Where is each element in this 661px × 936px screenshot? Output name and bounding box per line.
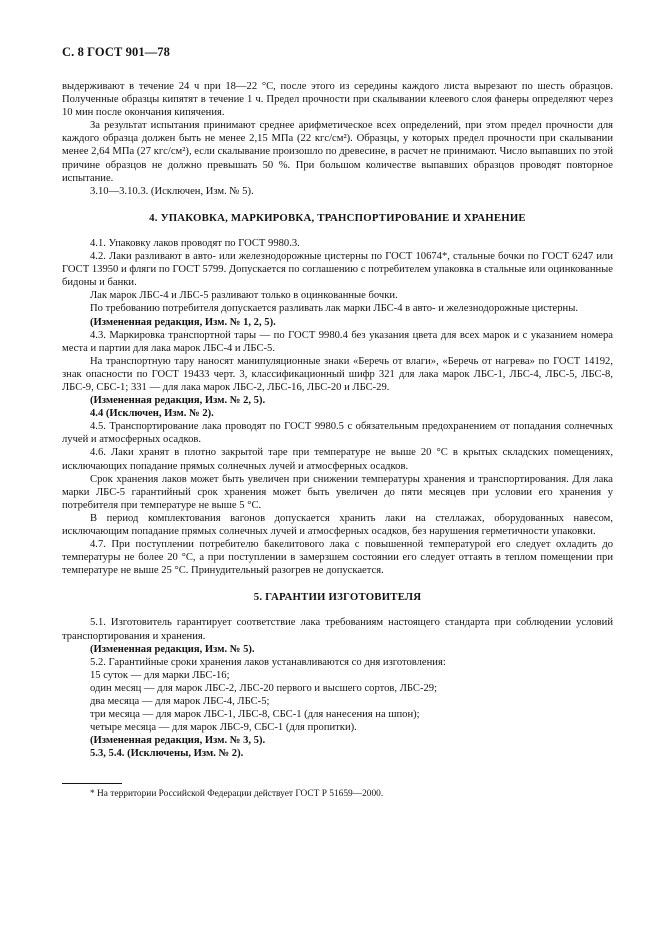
paragraph-5-2: 5.2. Гарантийные сроки хранения лаков устанавливаются со дня изготовления:: [90, 656, 446, 668]
document-body: [62, 80, 613, 801]
amendment-note: (Измененная редакция, Изм. № 5).: [90, 643, 255, 655]
paragraph-4-1: 4.1. Упаковку лаков проводят по ГОСТ 9980.3.: [90, 237, 300, 249]
amendment-note: (Измененная редакция, Изм. № 1, 2, 5).: [90, 316, 276, 328]
paragraph-4-5: 4.5. Транспортирование лака проводят по ГОСТ 9980.5 с обязательным предохранением от попадания солнечных лучей и атмосферных осадков.: [62, 421, 613, 446]
section-4-heading: 4. УПАКОВКА, МАРКИРОВКА, ТРАНСПОРТИРОВАНИЕ И ХРАНЕНИЕ: [149, 211, 526, 224]
paragraph-4-6-c: В период комплектования вагонов допускается хранить лаки на стеллажах, оборудованных навесом, исключающим попадание прямых солнечных лучей и атмосферных осадков, без нарушения герметичности упаковки.: [62, 512, 613, 537]
list-item: два месяца — для марок ЛБС-4, ЛБС-5;: [90, 696, 270, 708]
paragraph-4-6-b: Срок хранения лаков может быть увеличен при снижении температуры хранения и транспортирования. Для лака марки ЛБС-5 гарантийный срок хранения может быть увеличен до пяти месяцев при условии его хранения у потребителя при температуре не выше 5 °С.: [62, 473, 613, 511]
paragraph-result: За результат испытания принимают среднее арифметическое всех определений, при этом предел прочности для каждого образца должен быть не менее 2,15 МПа (22 кгс/см²). Образцы, у которых предел прочности при скалывании менее 2,64 МПа (27 кгс/см²), если скалывание произошло по древесине, в расчет не принимают. Число выпавших по этой причине образцов не должно превышать 50 %. При большом количестве выпавших образцов проводят повторное испытание.: [62, 120, 613, 184]
paragraph-continued: выдерживают в течение 24 ч при 18—22 °С, после этого из середины каждого листа вырезают по шесть образцов. Полученные образцы кипятят в течение 1 ч. Предел прочности при скалывании клеевого слоя фанеры определяют через 10 мин после окончания кипячения.: [62, 81, 613, 119]
paragraph-4-3-b: На транспортную тару наносят манипуляционные знаки «Беречь от влаги», «Беречь от нагрева» по ГОСТ 14192, знак опасности по ГОСТ 19433 черт. 3, классификационный шифр 321 для лака марок ЛБС-1, ЛБС-4, ЛБС-5, ЛБС-8, ЛБС-9, СБС-1; 331 — для лака марок ЛБС-2, ЛБС-16, ЛБС-20 и ЛБС-29.: [62, 355, 613, 393]
section-5-heading: 5. ГАРАНТИИ ИЗГОТОВИТЕЛЯ: [253, 591, 422, 604]
paragraph-4-2-c: По требованию потребителя допускается разливать лак марки ЛБС-4 в авто- и железнодорожные цистерны.: [90, 303, 578, 315]
page-header: С. 8 ГОСТ 901—78: [62, 45, 171, 59]
paragraph-4-3: 4.3. Маркировка транспортной тары — по ГОСТ 9980.4 без указания цвета для всех марок и с указанием номера места и партии для лака марок ЛБС-4 и ЛБС-5.: [62, 329, 613, 354]
paragraph-3-10: 3.10—3.10.3. (Исключен, Изм. № 5).: [90, 185, 254, 197]
amendment-note: (Измененная редакция, Изм. № 2, 5).: [90, 395, 266, 407]
paragraph-5-3: 5.3, 5.4. (Исключены, Изм. № 2).: [90, 748, 244, 760]
paragraph-4-2-b: Лак марок ЛБС-4 и ЛБС-5 разливают только в оцинкованные бочки.: [90, 290, 398, 302]
paragraph-4-4: 4.4 (Исключен, Изм. № 2).: [90, 408, 214, 420]
list-item: четыре месяца — для марок ЛБС-9, СБС-1 (для пропитки).: [90, 722, 357, 734]
list-item: три месяца — для марок ЛБС-1, ЛБС-8, СБС-1 (для нанесения на шпон);: [90, 709, 420, 721]
paragraph-4-7: 4.7. При поступлении потребителю бакелитового лака с повышенной температурой его следует охладить до температуры не более 20 °С, а при поступлении в замерзшем состоянии его следует оттаять в теплом помещении при температуре не выше 25 °С. Принудительный разогрев не допускается.: [62, 539, 613, 577]
paragraph-4-2: 4.2. Лаки разливают в авто- или железнодорожные цистерны по ГОСТ 10674*, стальные бочки по ГОСТ 6247 или ГОСТ 13950 и фляги по ГОСТ 5799. Допускается по соглашению с потребителем упаковка в стальные или оцинкованные бидоны и банки.: [62, 251, 613, 289]
footnote-divider: [62, 783, 122, 784]
paragraph-4-6: 4.6. Лаки хранят в плотно закрытой таре при температуре не выше 20 °С в крытых складских помещениях, исключающих попадание прямых солнечных лучей и атмосферных осадков.: [62, 447, 613, 472]
footnote: * На территории Российской Федерации действует ГОСТ Р 51659—2000.: [90, 788, 384, 799]
paragraph-5-1: 5.1. Изготовитель гарантирует соответствие лака требованиям настоящего стандарта при соблюдении условий транспортирования и хранения.: [62, 617, 613, 642]
amendment-note: (Измененная редакция, Изм. № 3, 5).: [90, 735, 266, 747]
list-item: один месяц — для марок ЛБС-2, ЛБС-20 первого и высшего сортов, ЛБС-29;: [90, 682, 438, 694]
list-item: 15 суток — для марки ЛБС-16;: [90, 669, 230, 681]
